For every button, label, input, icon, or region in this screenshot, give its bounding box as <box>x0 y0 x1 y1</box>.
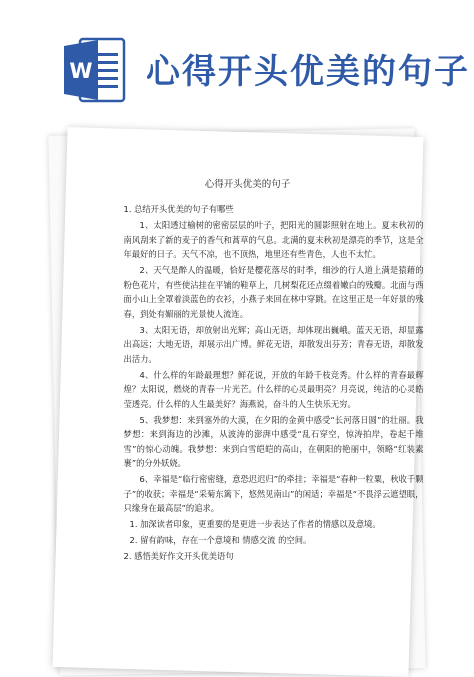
paper-sheet <box>53 127 424 677</box>
word-doc-icon <box>62 37 126 103</box>
paragraph: 5、我梦想：来到塞外的大漠，在夕阳的金黄中感受“长河落日圆”的壮丽。我梦想：来到海边的沙滩，从波涛的澎湃中感受“乱石穿空，惊涛拍岸，卷起千堆雪”的惊心动魄。我梦想：来到白雪皑皑的高山，在朝阳的艳丽中，领略“红装素裹”的分外妖娆。 <box>123 414 424 469</box>
paragraph: 2、天气是醉人的温暖，恰好是樱花落尽的时季，细沙的行人道上满是猿藉的粉色花片，有些使沾挂在平铺的鞋草上，几树梨花还点缀着嫩白的残瓣。北面与西面小山上全罩着淡蓝色的衣衫，小燕子来回在林中穿跳。在这里正是一年好景的残春，到处有媚丽的光景使人流连。 <box>123 265 424 319</box>
section-heading: 1. 总结开头优美的句子有哪些 <box>123 204 234 215</box>
paragraph: 6、幸福是“临行密密缝，意恐迟迟归”的牵挂；幸福是“春种一粒粟，秋收千颗子”的收获；幸福是“采菊东篱下，悠然见南山”的闲适；幸福是“不畏浮云遮望眼，只缘身在最高层”的追求。 <box>123 474 424 514</box>
paragraph: 3、太阳无语，却放射出光辉；高山无语，却体现出巍峨。蓝天无语，却显露出高远；大地无语，却展示出广博。鲜花无语，却散发出芬芳；青春无语，却散发出活力。 <box>123 324 424 364</box>
svg-text:W: W <box>69 59 93 83</box>
section-heading: 2. 感悟美好作文开头优美语句 <box>123 551 234 562</box>
list-item: 2. 留有韵味，存在一个意境和 情感交流 的空间。 <box>129 535 312 546</box>
paragraph: 4、什么样的年龄最理想？鲜花说，开放的年龄千枝竞秀。什么样的青春最辉煌？太阳说，燃烧的青春一片光芒。什么样的心灵最明亮？月亮说，纯洁的心灵皓莹透亮。什么样的人生最美好？海燕说，奋斗的人生快乐无穷。 <box>123 369 424 409</box>
document-title: 心得开头优美的句子 <box>204 179 291 191</box>
list-item: 1. 加深读者印象，更重要的是更进一步表达了作者的情感以及意境。 <box>129 519 381 530</box>
document-preview <box>0 118 474 669</box>
document-body <box>124 202 424 565</box>
paragraph: 1、太阳透过榆树的密密层层的叶子，把阳光的圆影照射在地上。夏末秋初的南风刮来了新的麦子的香气和蒿草的气息。北满的夏末秋初是漂亮的季节，这是全年最好的日子。天气不凉，也不顶热，地里还有些青色，人也不太忙。 <box>123 220 424 260</box>
banner-title: 心得开头优美的句子 <box>146 52 470 92</box>
banner <box>0 0 474 125</box>
